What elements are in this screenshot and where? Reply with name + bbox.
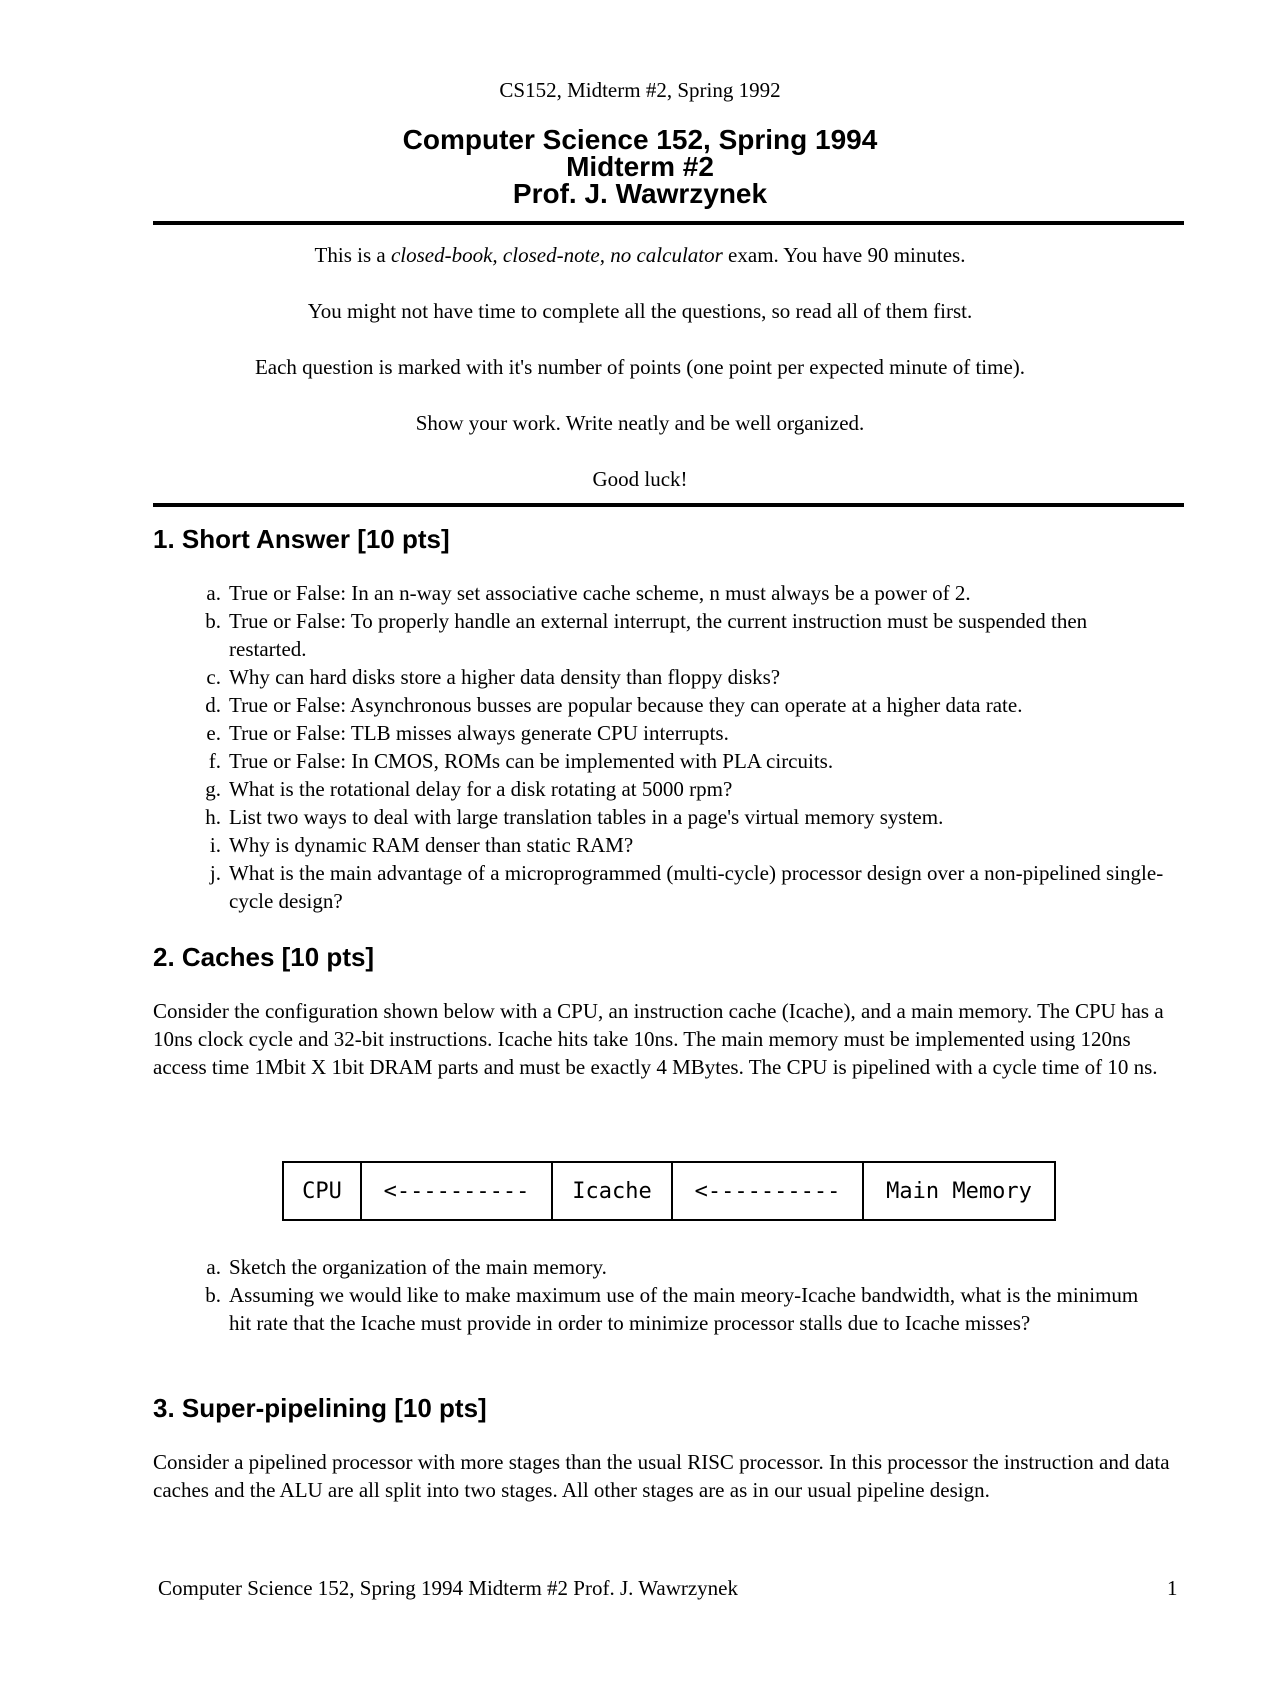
question-text: Sketch the organization of the main memory. <box>229 1255 607 1279</box>
question-label: h. <box>205 805 221 829</box>
question-item <box>205 607 1165 663</box>
question-text: True or False: Asynchronous busses are popular because they can operate at a higher data rate. <box>229 693 1023 717</box>
page-footer: Computer Science 152, Spring 1994 Midterm #2 Prof. J. Wawrzynek <box>158 1576 739 1600</box>
question-text: Why can hard disks store a higher data density than floppy disks? <box>229 665 781 689</box>
super-pipelining-intro-paragraph: Consider a pipelined processor with more stages than the usual RISC processor. In this processor the instruction and data caches and the ALU are all split into two stages. All other stages are as in our usual pipeline design. <box>153 1450 1170 1502</box>
question-item <box>205 691 1165 719</box>
question-item <box>205 803 1165 831</box>
question-label: c. <box>206 665 221 689</box>
exam-title <box>0 126 1280 207</box>
divider-bottom <box>153 503 1184 507</box>
question-text: List two ways to deal with large translation tables in a page's virtual memory system. <box>229 805 944 829</box>
divider-top <box>153 221 1184 225</box>
question-label: a. <box>206 1255 221 1279</box>
question-item <box>205 859 1165 915</box>
question-label: g. <box>205 777 221 801</box>
exam-instructions <box>0 241 1280 521</box>
section-heading-short-answer: 1. Short Answer [10 pts] <box>153 524 450 554</box>
question-label: d. <box>205 693 221 717</box>
question-text: What is the main advantage of a microprogrammed (multi-cycle) processor design over a non-pipelined single-cycle design? <box>229 861 1164 913</box>
question-item <box>205 719 1165 747</box>
title-course: Computer Science 152, Spring 1994 <box>402 124 878 155</box>
instruction-line: Show your work. Write neatly and be well organized. <box>415 411 865 435</box>
question-item <box>205 1253 1165 1281</box>
question-text: Why is dynamic RAM denser than static RAM? <box>229 833 634 857</box>
question-label: f. <box>208 749 221 773</box>
question-label: a. <box>206 581 221 605</box>
caches-intro-paragraph: Consider the configuration shown below with a CPU, an instruction cache (Icache), and a main memory. The CPU has a 10ns clock cycle and 32-bit instructions. Icache hits take 10ns. The main memory must be implemented using 120ns access time 1Mbit X 1bit DRAM parts and must be exactly 4 MBytes. The CPU is pipelined with a cycle time of 10 ns. <box>153 999 1164 1079</box>
question-text: True or False: To properly handle an external interrupt, the current instruction must be suspended then restarted. <box>229 609 1088 661</box>
diagram-arrow-left-icon: <---------- <box>673 1163 864 1219</box>
question-text: True or False: TLB misses always generate CPU interrupts. <box>229 721 729 745</box>
question-text: Assuming we would like to make maximum use of the main meory-Icache bandwidth, what is the minimum hit rate that the Icache must provide in order to minimize processor stalls due to Icache misses? <box>229 1283 1139 1335</box>
diagram-cell-icache: Icache <box>553 1163 673 1219</box>
short-answer-questions <box>205 579 1165 915</box>
question-item <box>205 579 1165 607</box>
instruction-line: Each question is marked with it's number of points (one point per expected minute of time). <box>254 355 1026 379</box>
title-exam: Midterm #2 <box>566 151 714 182</box>
caches-questions <box>205 1253 1165 1337</box>
instruction-emphasis: closed-book, closed-note, no calculator <box>390 243 723 267</box>
instruction-text: This is a <box>314 243 391 267</box>
question-label: j. <box>209 861 221 885</box>
question-item <box>205 747 1165 775</box>
diagram-arrow-left-icon: <---------- <box>362 1163 553 1219</box>
question-item <box>205 831 1165 859</box>
title-professor: Prof. J. Wawrzynek <box>512 178 768 209</box>
question-label: e. <box>206 721 221 745</box>
question-item <box>205 663 1165 691</box>
instruction-line <box>0 241 1280 297</box>
question-text: What is the rotational delay for a disk rotating at 5000 rpm? <box>229 777 733 801</box>
diagram-cell-main-memory: Main Memory <box>886 1178 1032 1204</box>
page-number: 1 <box>1167 1576 1178 1600</box>
cpu-cache-memory-diagram <box>282 1161 1056 1221</box>
question-label: i. <box>209 833 221 857</box>
question-label: b. <box>205 609 221 633</box>
instruction-line: You might not have time to complete all the questions, so read all of them first. <box>307 299 973 323</box>
running-header: CS152, Midterm #2, Spring 1992 <box>499 78 781 102</box>
question-text: True or False: In an n-way set associative cache scheme, n must always be a power of 2. <box>229 581 971 605</box>
diagram-cell-cpu: CPU <box>284 1163 362 1219</box>
question-item <box>205 1281 1165 1337</box>
question-text: True or False: In CMOS, ROMs can be implemented with PLA circuits. <box>229 749 834 773</box>
section-heading-caches: 2. Caches [10 pts] <box>153 942 375 972</box>
question-label: b. <box>205 1283 221 1307</box>
instruction-line: Good luck! <box>592 467 688 491</box>
question-item <box>205 775 1165 803</box>
instruction-text: exam. You have 90 minutes. <box>722 243 966 267</box>
section-heading-super-pipelining: 3. Super-pipelining [10 pts] <box>153 1393 487 1423</box>
